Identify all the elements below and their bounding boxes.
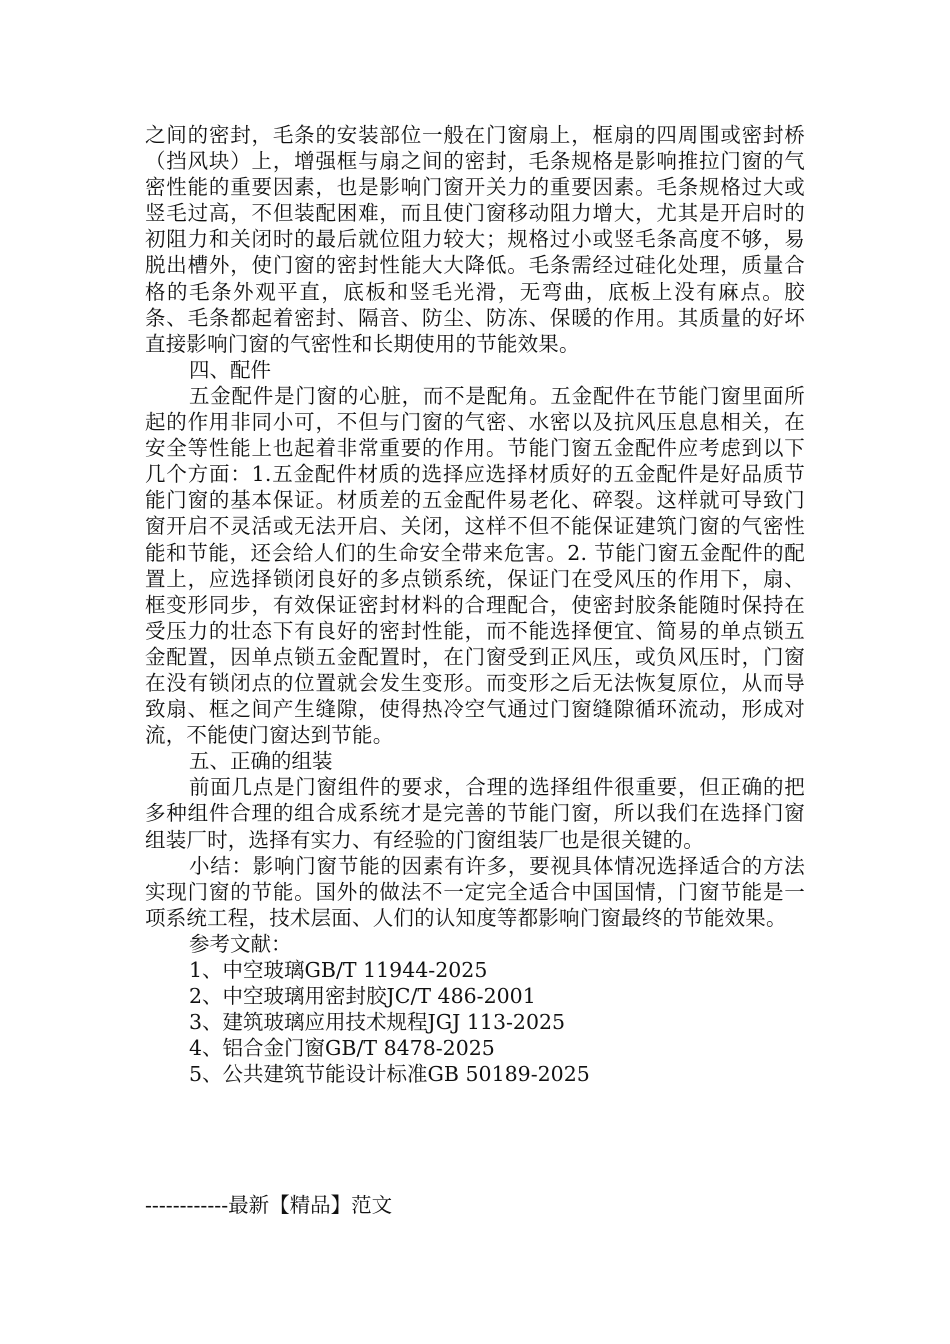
- reference-item: 4、铝合金门窗GB/T 8478-2025: [189, 1036, 495, 1061]
- paragraph-assembly: 前面几点是门窗组件的要求，合理的选择组件很重要，但正确的把多种组件合理的组合成系统才是完善的节能门窗，所以我们在选择门窗组装厂时，选择有实力、有经验的门窗组装厂也是很关键的。: [145, 775, 805, 852]
- page-footer: ------------最新【精品】范文: [145, 1193, 393, 1217]
- paragraph-hardware: 五金配件是门窗的心脏，而不是配角。五金配件在节能门窗里面所起的作用非同小可，不但与门窗的气密、水密以及抗风压息息相关，在安全等性能上也起着非常重要的作用。节能门窗五金配件应考虑到以下几个方面：1.五金配件材质的选择应选择材质好的五金配件是好品质节能门窗的基本保证。材质差的五金配件易老化、碎裂。这样就可导致门窗开启不灵活或无法开启、关闭，这样不但不能保证建筑门窗的气密性能和节能，还会给人们的生命安全带来危害。2. 节能门窗五金配件的配置上，应选择锁闭良好的多点锁系统，保证门在受风压的作用下，扇、框变形同步，有效保证密封材料的合理配合，使密封胶条能随时保持在受压力的壮态下有良好的密封性能，而不能选择便宜、简易的单点锁五金配置，因单点锁五金配置时，在门窗受到正风压，或负风压时，门窗在没有锁闭点的位置就会发生变形。而变形之后无法恢复原位，从而导致扇、框之间产生缝隙，使得热冷空气通过门窗缝隙循环流动，形成对流，不能使门窗达到节能。: [145, 383, 805, 748]
- reference-item: 2、中空玻璃用密封胶JC/T 486-2001: [189, 984, 536, 1009]
- references-list: [145, 957, 805, 1087]
- paragraph-summary: 小结：影响门窗节能的因素有许多，要视具体情况选择适合的方法实现门窗的节能。国外的做法不一定完全适合中国国情，门窗节能是一项系统工程，技术层面、人们的认知度等都影响门窗最终的节能效果。: [145, 853, 805, 930]
- reference-item: 1、中空玻璃GB/T 11944-2025: [189, 958, 488, 982]
- paragraph-seals: 之间的密封，毛条的安装部位一般在门窗扇上，框扇的四周围或密封桥（挡风块）上，增强框与扇之间的密封，毛条规格是影响推拉门窗的气密性能的重要因素，也是影响门窗开关力的重要因素。毛条规格过大或竖毛过高，不但装配困难，而且使门窗移动阻力增大，尤其是开启时的初阻力和关闭时的最后就位阻力较大；规格过小或竖毛条高度不够，易脱出槽外，使门窗的密封性能大大降低。毛条需经过硅化处理，质量合格的毛条外观平直，底板和竖毛光滑，无弯曲，底板上没有麻点。胶条、毛条都起着密封、隔音、防尘、防冻、保暖的作用。其质量的好坏直接影响门窗的气密性和长期使用的节能效果。: [145, 123, 805, 356]
- reference-item: 3、建筑玻璃应用技术规程JGJ 113-2025: [189, 1010, 566, 1035]
- reference-item: 5、公共建筑节能设计标准GB 50189-2025: [189, 1062, 590, 1087]
- references-title: 参考文献：: [189, 931, 292, 956]
- section-heading-assembly: 五、正确的组装: [189, 749, 333, 774]
- section-heading-fittings: 四、配件: [189, 357, 271, 382]
- document-body: [145, 122, 805, 1087]
